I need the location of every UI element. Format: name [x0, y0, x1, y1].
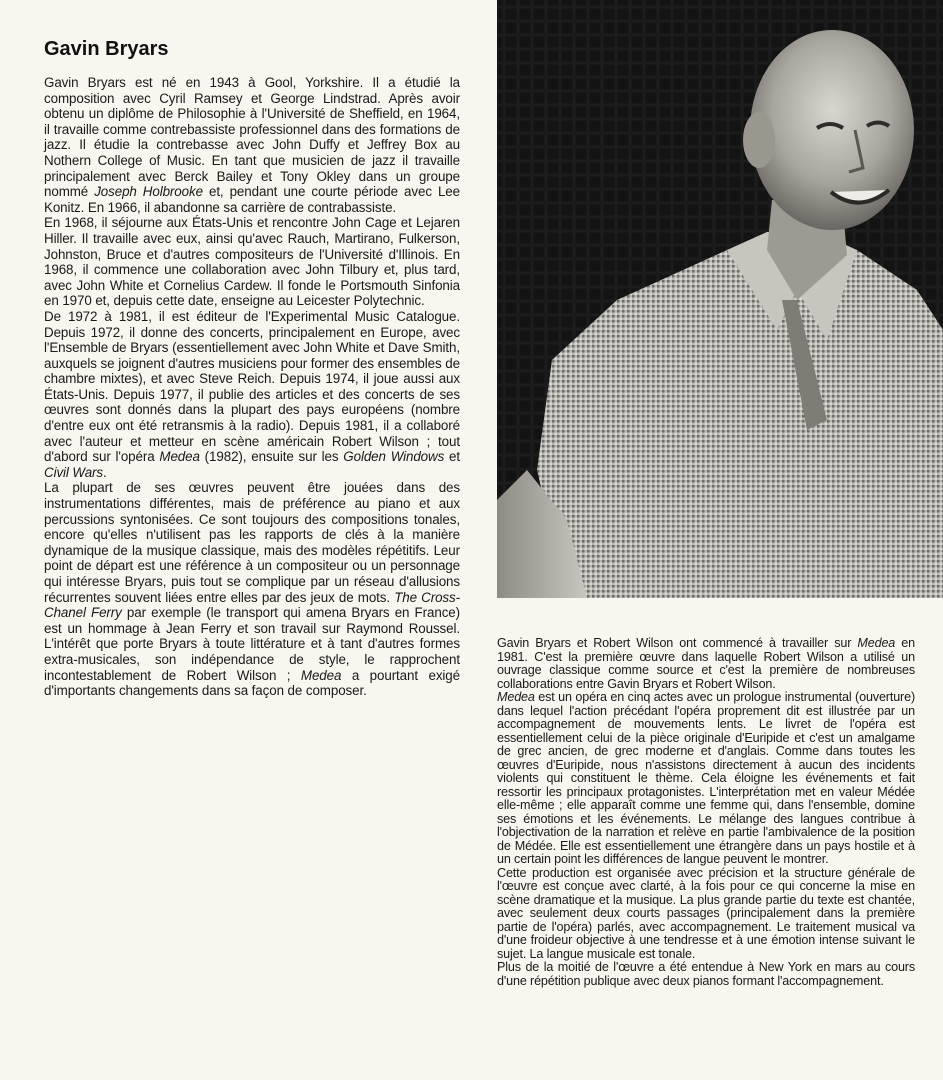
- text-run: est un opéra en cinq actes avec un prologue instrumental (ouverture) dans lequel l'action précédant l'opéra proprement dit est illustrée par un accompagnement de mouvements lents. Le livret de l'opéra est essentiellement celui de la pièce originale d'Euripide et c'est un amalgame de grec ancien, de grec moderne et d'anglais. Comme dans toutes les œuvres d'Euripide, nous n'assistons directement à aucun des incidents violents qui constituent le thème. Cela éloigne les événements et fait ressortir les principaux protagonistes. L'interprétation met en valeur Médée elle-même ; elle apparaît comme une femme qui, dans l'ensemble, domine ses émotions et les événements. Le mélange des langues contribue à l'objectivation de la narration et relève en partie l'ambivalence de la position de Médée. Elle est essentiellement une étrangère dans un pays hostile et à un certain point les différences de langue peuvent le montrer.: [497, 690, 915, 866]
- italic-title: Joseph Holbrooke: [94, 184, 203, 200]
- medea-paragraph-3: Cette production est organisée avec précision et la structure générale de l'œuvre est conçue avec clarté, à la fois pour ce qui concerne la mise en scène dramatique et la musique. La plus grande partie du texte est chantée, avec seulement deux courts passages (principalement dans la première partie de l'opéra) parlés, avec accompagnement. Le traitement musical va d'une froideur objective à une tendresse et à une émotion intense suivant le sujet. La langue musicale est tonale.: [497, 865, 915, 961]
- medea-paragraph-2: [497, 691, 915, 867]
- text-run: en 1981. C'est la première œuvre dans laquelle Robert Wilson a utilisé un ouvrage classique comme source et c'est la première de nombreuses collaborations entre Gavin Bryars et Robert Wilson.: [497, 636, 915, 691]
- biography-paragraph-3: [44, 309, 460, 481]
- text-run: De 1972 à 1981, il est éditeur de l'Experimental Music Catalogue. Depuis 1972, il donne des concerts, principalement en Europe, avec l'Ensemble de Bryars (essentiellement avec John White et Dave Smith, auxquels se joignent d'autres musiciens pour former des ensembles de chambre mixtes), et avec Steve Reich. Depuis 1974, il joue aussi aux États-Unis. Depuis 1977, il publie des articles et des concerts de ses œuvres sont donnés dans la plupart des pays européens (nombre d'entre eux ont été retransmis à la radio). Depuis 1981, il a collaboré avec l'auteur et metteur en scène américain Robert Wilson ; tout d'abord sur l'opéra: [44, 308, 460, 465]
- text-run: .: [103, 464, 107, 480]
- italic-title: Medea: [300, 667, 342, 683]
- biography-paragraph-2: En 1968, il séjourne aux États-Unis et rencontre John Cage et Lejaren Hiller. Il travaille avec eux, ainsi qu'avec Rauch, Martirano, Fulkerson, Johnston, Bruce et d'autres compositeurs de l'Université d'Illinois. En 1968, il commence une collaboration avec John Tilbury et, plus tard, avec John White et Cornelius Cardew. Il fonde le Portsmouth Sinfonia en 1970 et, depuis cette date, enseigne au Leicester Polytechnic.: [44, 215, 460, 309]
- text-run: par exemple (le transport qui amena Bryars en France) est un hommage à Jean Ferry et son travail sur Raymond Roussel. L'intérêt que porte Bryars à toute littérature et à tant d'autres formes extra-musicales, son indépendance de style, le rapprochent incontestablement de Robert Wilson ;: [44, 605, 460, 683]
- text-run: a pourtant exigé d'importants changements dans sa façon de composer.: [44, 667, 460, 699]
- medea-paragraph-4: Plus de la moitié de l'œuvre a été entendue à New York en mars au cours d'une répétition publique avec deux pianos formant l'accompagnement.: [497, 960, 915, 988]
- page-title: Gavin Bryars: [44, 38, 169, 60]
- italic-title: Medea: [857, 636, 896, 650]
- italic-title: Civil Wars: [44, 464, 104, 480]
- biography-column: [44, 38, 460, 699]
- biography-paragraph-1: [44, 75, 460, 215]
- text-run: et: [444, 449, 460, 465]
- medea-column: [497, 637, 915, 988]
- text-run: La plupart de ses œuvres peuvent être jouées dans des instrumentations différentes, mais de préférence au piano et aux percussions syntonisées. Ce sont toujours des compositions tonales, encore qu'elles n'utilisent pas les rapports de clés à la manière dynamique de la musique classique, mais des modèles répétitifs. Leur point de départ est une référence à un compositeur ou un personnage qui intéresse Bryars, puis tout se complique par un réseau d'allusions récurrentes souvent liées entre elles par des jeux de mots.: [44, 480, 460, 605]
- biography-paragraph-4: [44, 480, 460, 698]
- italic-title: The Cross-Chanel Ferry: [44, 589, 460, 621]
- text-run: et, pendant une courte période avec Lee Konitz. En 1966, il abandonne sa carrière de contrabassiste.: [44, 184, 460, 215]
- text-run: (1982), ensuite sur les: [199, 449, 344, 465]
- italic-title: Medea: [159, 449, 200, 465]
- italic-title: Medea: [497, 690, 535, 704]
- medea-paragraph-1: [497, 637, 915, 691]
- portrait-photo: [497, 0, 943, 598]
- text-run: Gavin Bryars et Robert Wilson ont commencé à travailler sur: [497, 636, 858, 650]
- italic-title: Golden Windows: [343, 449, 445, 465]
- text-run: Gavin Bryars est né en 1943 à Gool, Yorkshire. Il a étudié la composition avec Cyril Ramsey et George Lindstrad. Après avoir obtenu un diplôme de Philosophie à l'Université de Sheffield, en 1964, il travaille comme contrebassiste professionnel dans des formations de jazz. Il étudie la contrebasse avec John Duffy et Jeffrey Box au Nothern College of Music. En tant que musicien de jazz il travaille principalement avec Berck Bailey et Tony Okley dans un groupe nommé: [44, 75, 460, 200]
